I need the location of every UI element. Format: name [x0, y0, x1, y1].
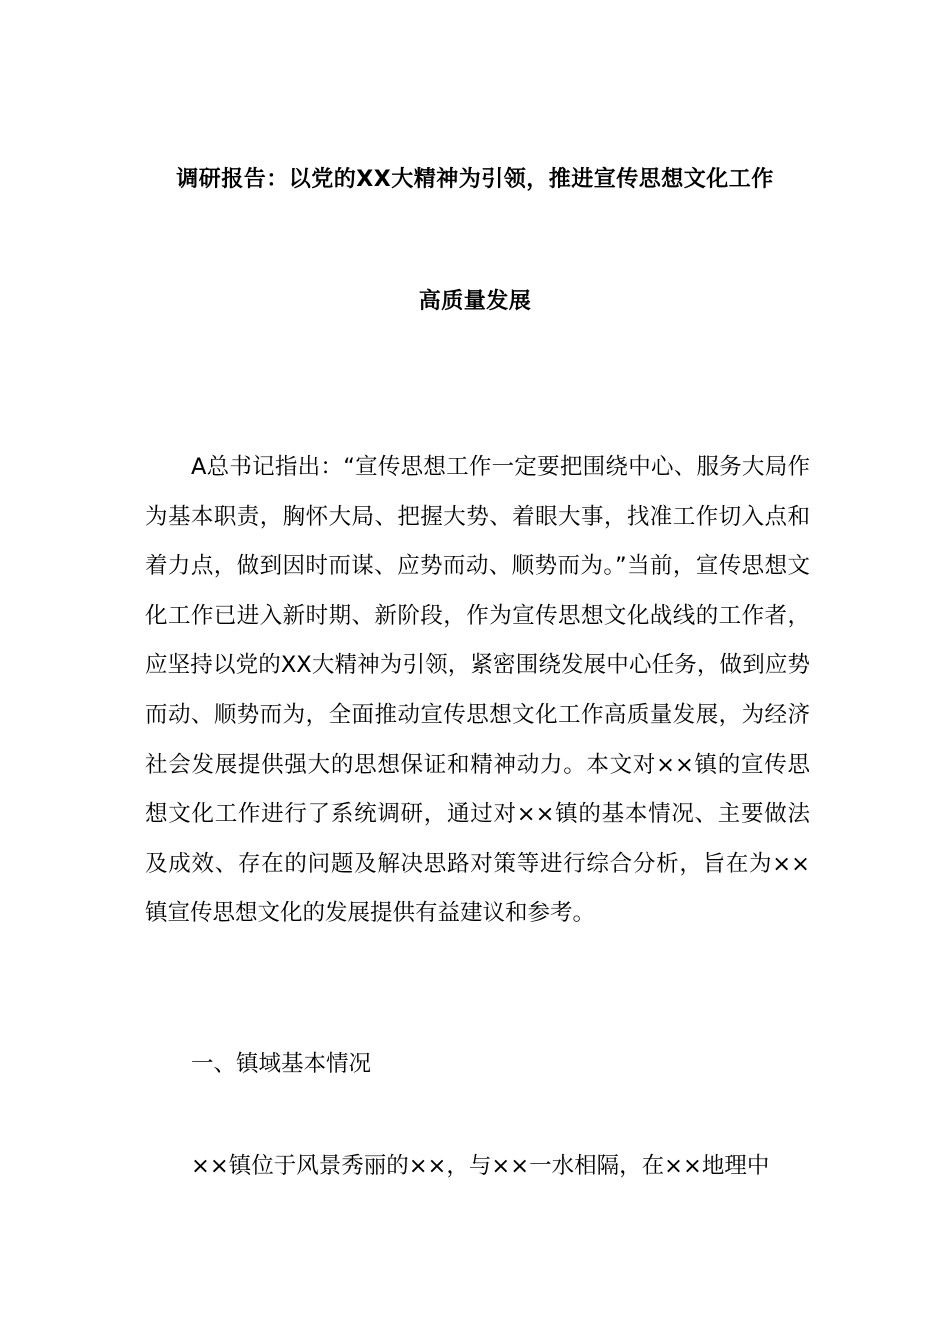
section-heading: 一、镇域基本情况 [191, 1051, 372, 1077]
document-title-line-2: 高质量发展 [418, 289, 532, 314]
intro-paragraph: A总书记指出：“宣传思想工作一定要把围绕中心、服务大局作为基本职责，胸怀大局、把握大势、着眼大事，找准工作切入点和着力点，做到因时而谋、应势而动、顺势而为。”当前，宣传思想文化工作已进入新时期、新阶段，作为宣传思想文化战线的工作者，应坚持以党的XX大精神为引领，紧密围绕发展中心任务，做到应势而动、顺势而为，全面推动宣传思想文化工作高质量发展，为经济社会发展提供强大的思想保证和精神动力。本文对××镇的宣传思想文化工作进行了系统调研，通过对××镇的基本情况、主要做法及成效、存在的问题及解决思路对策等进行综合分析，旨在为××镇宣传思想文化的发展提供有益建议和参考。 [145, 454, 810, 927]
section-paragraph: ××镇位于风景秀丽的××，与××一水相隔，在××地理中 [191, 1153, 770, 1179]
document-title-line-1: 调研报告：以党的XX大精神为引领，推进宣传思想文化工作 [176, 167, 774, 192]
